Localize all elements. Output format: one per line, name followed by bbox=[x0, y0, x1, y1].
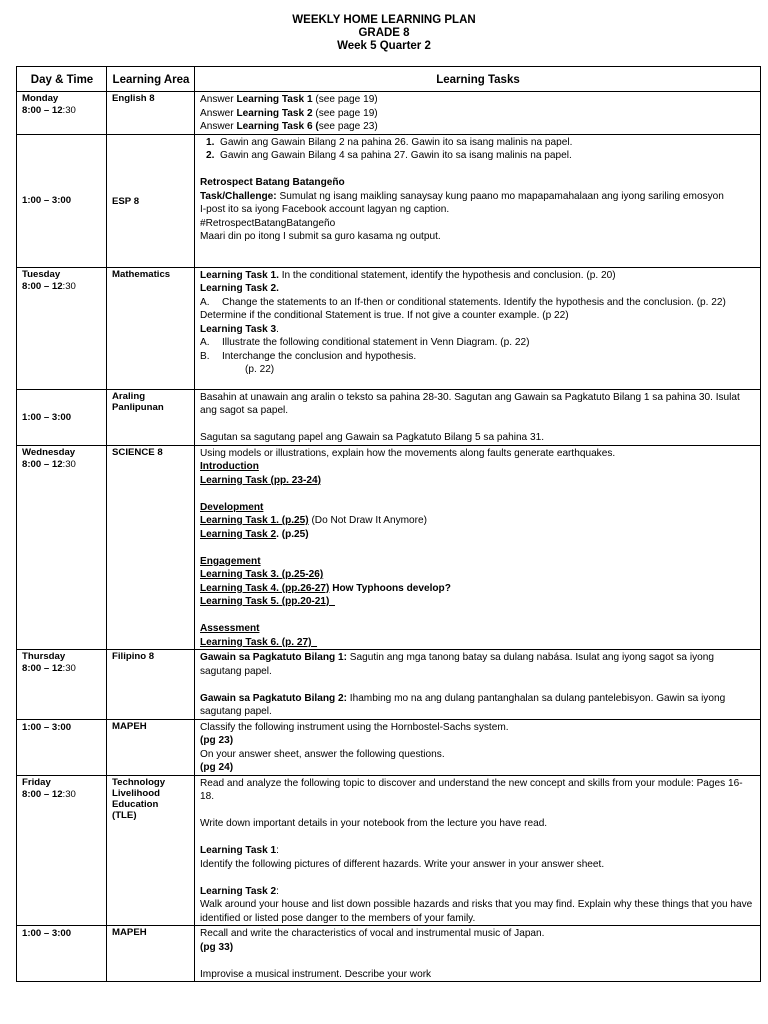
task-line: Improvise a musical instrument. Describe your work bbox=[200, 968, 432, 980]
table-header-row bbox=[17, 67, 761, 92]
table-row bbox=[17, 650, 761, 720]
learning-area-cell: MAPEH bbox=[107, 926, 195, 982]
task-line: On your answer sheet, answer the following questions. bbox=[200, 748, 445, 760]
day-label: Monday bbox=[22, 93, 59, 104]
table-row bbox=[17, 775, 761, 926]
learning-tasks-cell bbox=[195, 445, 761, 650]
task-line: Answer Learning Task 6 (see page 23) bbox=[200, 121, 378, 132]
task-line: (pg 33) bbox=[200, 941, 234, 953]
task-line: Read and analyze the following topic to discover and understand the new concept and skills from your module: Pages 16-18. bbox=[200, 777, 743, 802]
learning-tasks-cell bbox=[195, 134, 761, 267]
learning-tasks-cell bbox=[195, 389, 761, 445]
task-line: I-post ito sa iyong Facebook account lagyan ng caption. bbox=[200, 204, 450, 215]
table-row bbox=[17, 92, 761, 135]
task-line: Recall and write the characteristics of vocal and instrumental music of Japan. bbox=[200, 928, 545, 939]
task-line: (pg 23) bbox=[200, 735, 234, 746]
task-line: Classify the following instrument using the Hornbostel-Sachs system. bbox=[200, 721, 509, 733]
learning-area-cell: MAPEH bbox=[107, 719, 195, 775]
section-heading: Assessment bbox=[200, 623, 260, 634]
learning-area-cell: SCIENCE 8 bbox=[107, 445, 195, 650]
table-row bbox=[17, 267, 761, 389]
task-line: Learning Task 5. (pp.20-21) bbox=[200, 596, 335, 607]
learning-area-cell: ESP 8 bbox=[107, 134, 195, 267]
task-line: #RetrospectBatangBatangeño bbox=[200, 217, 336, 229]
task-line: Answer Learning Task 2 (see page 19) bbox=[200, 107, 378, 119]
day-time-cell: Thursday 8:00 – 12:30 bbox=[17, 650, 107, 720]
table-row bbox=[17, 719, 761, 775]
task-line: Learning Task 1. In the conditional statement, identify the hypothesis and conclusion. (p. 20) bbox=[200, 269, 616, 281]
task-line: Identify the following pictures of different hazards. Write your answer in your answer sheet. bbox=[200, 858, 605, 870]
list-item: 2. Gawin ang Gawain Bilang 4 sa pahina 27. Gawin ito sa isang malinis na papel. bbox=[206, 150, 572, 161]
task-line: Learning Task 3. bbox=[200, 323, 279, 335]
grade-label: GRADE 8 bbox=[358, 27, 410, 39]
learning-tasks-cell bbox=[195, 719, 761, 775]
task-line: Determine if the conditional Statement is true. If not give a counter example. (p 22) bbox=[200, 310, 569, 321]
learning-plan-table bbox=[16, 66, 761, 982]
day-time-cell: 1:00 – 3:00 bbox=[17, 926, 107, 982]
task-line: Write down important details in your notebook from the lecture you have read. bbox=[200, 818, 548, 829]
day-time-cell: Tuesday 8:00 – 12:30 bbox=[17, 267, 107, 389]
day-time-cell: 1:00 – 3:00 bbox=[17, 719, 107, 775]
day-time-cell: 1:00 – 3:00 bbox=[17, 134, 107, 267]
learning-area-cell: Filipino 8 bbox=[107, 650, 195, 720]
table-row bbox=[17, 134, 761, 267]
task-line: (p. 22) bbox=[245, 364, 275, 375]
day-time-cell: Wednesday 8:00 – 12:30 bbox=[17, 445, 107, 650]
column-header-learning-tasks: Learning Tasks bbox=[195, 67, 761, 92]
task-line: Learning Task 6. (p. 27) bbox=[200, 636, 318, 648]
task-line: Learning Task (pp. 23-24) bbox=[200, 474, 321, 486]
task-line: Learning Task 1. (p.25) (Do Not Draw It Anymore) bbox=[200, 515, 427, 526]
task-line: Task/Challenge: Sumulat ng isang maikling sanaysay kung paano mo mapapamahalaan ang iyong sariling emosyon bbox=[200, 190, 724, 202]
learning-area-cell: English 8 bbox=[107, 92, 195, 135]
table-row bbox=[17, 926, 761, 982]
task-line: Basahin at unawain ang aralin o teksto sa pahina 28-30. Sagutan ang Gawain sa Pagkatuto Bilang 1 sa pahina 30. Isulat ang sagot sa papel. bbox=[200, 391, 740, 416]
task-line: (pg 24) bbox=[200, 762, 234, 773]
section-heading: Engagement bbox=[200, 555, 261, 567]
column-header-day-time: Day & Time bbox=[17, 67, 107, 92]
task-line: Learning Task 2. (p.25) bbox=[200, 528, 309, 540]
task-line: Maari din po itong I submit sa guro kasama ng output. bbox=[200, 231, 441, 242]
learning-area-cell: Mathematics bbox=[107, 267, 195, 389]
task-line: Learning Task 1: bbox=[200, 845, 279, 856]
section-heading: Retrospect Batang Batangeño bbox=[200, 177, 345, 188]
task-line: Gawain sa Pagkatuto Bilang 1: Sagutin ang mga tanong batay sa dulang nabása. Isulat ang iyong sagot sa iyong sagutang papel. bbox=[200, 652, 714, 677]
day-time-cell bbox=[17, 92, 107, 135]
learning-tasks-cell bbox=[195, 926, 761, 982]
task-line: Learning Task 2. bbox=[200, 283, 279, 294]
section-heading: Development bbox=[200, 501, 264, 513]
learning-tasks-cell bbox=[195, 775, 761, 926]
task-line: Sagutan sa sagutang papel ang Gawain sa Pagkatuto Bilang 5 sa pahina 31. bbox=[200, 432, 545, 443]
task-line: Learning Task 4. (pp.26-27) How Typhoons develop? bbox=[200, 582, 451, 594]
list-item: A. Change the statements to an If-then or conditional statements. Identify the hypothesis and the conclusion. (p. 22) bbox=[200, 296, 726, 308]
week-label: Week 5 Quarter 2 bbox=[337, 40, 431, 52]
day-time-cell: Friday 8:00 – 12:30 bbox=[17, 775, 107, 926]
task-line: Learning Task 3. (p.25-26) bbox=[200, 569, 324, 580]
list-item: 1. Gawin ang Gawain Bilang 2 na pahina 26. Gawin ito sa isang malinis na papel. bbox=[206, 136, 573, 148]
plan-title: WEEKLY HOME LEARNING PLAN bbox=[292, 14, 476, 26]
learning-tasks-cell bbox=[195, 267, 761, 389]
list-item: B. Interchange the conclusion and hypothesis. bbox=[200, 350, 417, 362]
learning-tasks-cell bbox=[195, 650, 761, 720]
learning-tasks-cell bbox=[195, 92, 761, 135]
list-item: A. Illustrate the following conditional statement in Venn Diagram. (p. 22) bbox=[200, 337, 530, 348]
task-line: Gawain sa Pagkatuto Bilang 2: Ihambing mo na ang dulang pantanghalan sa dulang pantelebisyon. Gawin sa iyong sagutang papel. bbox=[200, 692, 726, 717]
learning-area-cell: Araling Panlipunan bbox=[107, 389, 195, 445]
section-heading: Introduction bbox=[200, 461, 259, 472]
task-line: Walk around your house and list down possible hazards and risks that you may find. Explain why these things that you have identified or listed pose danger to the members of your family. bbox=[200, 899, 753, 924]
time-label: 8:00 – 12:30 bbox=[22, 105, 76, 116]
table-row bbox=[17, 445, 761, 650]
learning-area-cell: Technology Livelihood Education (TLE) bbox=[107, 775, 195, 926]
task-line: Answer Learning Task 1 (see page 19) bbox=[200, 94, 378, 105]
table-row bbox=[17, 389, 761, 445]
day-time-cell: 1:00 – 3:00 bbox=[17, 389, 107, 445]
task-line: Learning Task 2: bbox=[200, 885, 279, 897]
task-line: Using models or illustrations, explain how the movements along faults generate earthquakes. bbox=[200, 447, 616, 459]
column-header-learning-area: Learning Area bbox=[107, 67, 195, 92]
